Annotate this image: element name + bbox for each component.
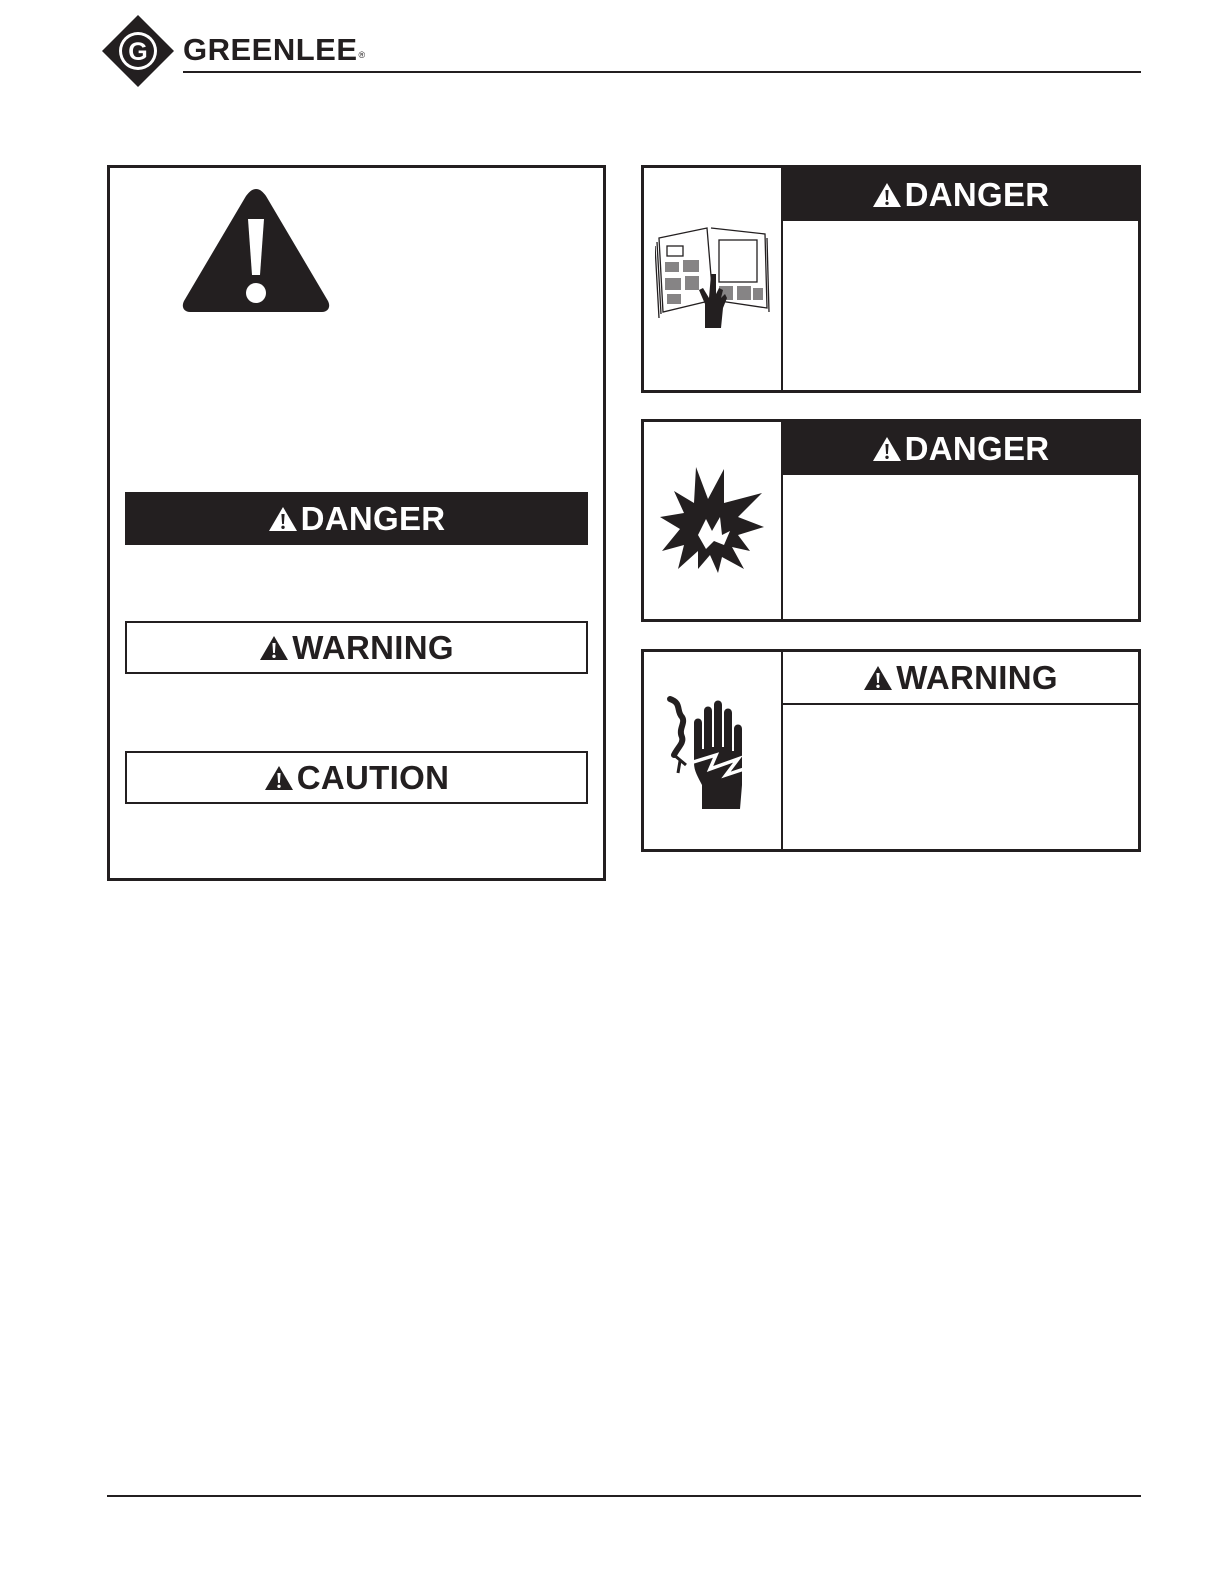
danger-label: DANGER bbox=[300, 499, 446, 537]
danger-sign-read-manual bbox=[641, 165, 1141, 393]
electric-shock-hand-icon bbox=[660, 689, 766, 813]
footer-rule bbox=[107, 1495, 1141, 1497]
header-rule bbox=[183, 71, 1141, 73]
caution-label: CAUTION bbox=[296, 758, 450, 796]
brand-text: GREENLEE bbox=[183, 32, 358, 67]
pictogram-cell bbox=[644, 168, 781, 390]
read-manual-icon bbox=[655, 224, 771, 334]
alert-triangle-icon bbox=[259, 635, 289, 661]
danger-sign-explosion bbox=[641, 419, 1141, 622]
logo-letter: G bbox=[128, 38, 148, 66]
danger-signal-word bbox=[125, 492, 588, 545]
pictogram-cell bbox=[644, 422, 781, 619]
caution-signal-word bbox=[125, 751, 588, 804]
brand-name bbox=[183, 32, 366, 68]
danger-signal-word bbox=[783, 168, 1138, 221]
warning-label: WARNING bbox=[292, 628, 454, 666]
warning-signal-word bbox=[125, 621, 588, 674]
alert-triangle-icon bbox=[872, 182, 902, 208]
alert-triangle-icon bbox=[863, 665, 893, 691]
alert-triangle-icon bbox=[268, 506, 298, 532]
greenlee-logo-icon bbox=[101, 14, 175, 88]
alert-triangle-icon bbox=[872, 436, 902, 462]
warning-label: WARNING bbox=[896, 658, 1058, 696]
danger-label: DANGER bbox=[904, 429, 1050, 467]
danger-signal-word bbox=[783, 422, 1138, 475]
explosion-icon bbox=[658, 465, 768, 577]
safety-alert-icon bbox=[180, 183, 332, 315]
danger-label: DANGER bbox=[904, 175, 1050, 213]
trademark: ® bbox=[358, 50, 366, 60]
warning-sign-electric-shock bbox=[641, 649, 1141, 852]
pictogram-cell bbox=[644, 652, 781, 849]
alert-triangle-icon bbox=[264, 765, 294, 791]
warning-signal-word bbox=[783, 652, 1138, 705]
